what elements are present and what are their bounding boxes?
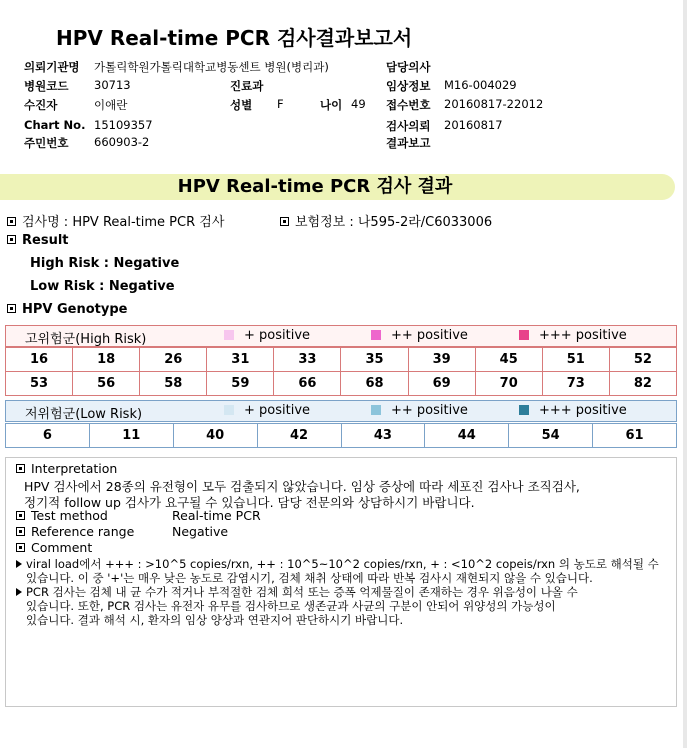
bullet-square-icon — [7, 217, 16, 226]
genotype-cell: 33 — [274, 348, 341, 372]
genotype-cell: 11 — [89, 424, 173, 448]
comment-2-line-2: 있습니다. 또한, PCR 검사는 유전자 유무를 검사하므로 생존균과 사균의 구분이 안되어 위양성의 가능성이 — [26, 599, 556, 613]
genotype-cell: 70 — [475, 372, 542, 396]
reference-range-value: Negative — [172, 524, 229, 539]
test-method-value: Real-time PCR — [172, 508, 261, 523]
result-heading — [7, 233, 69, 248]
doctor-label: 담당의사 — [386, 60, 431, 74]
patient-value: 이애란 — [94, 98, 128, 112]
bullet-square-icon — [16, 527, 25, 536]
genotype-cell: 45 — [475, 348, 542, 372]
report-title: HPV Real-time PCR 검사결과보고서 — [56, 26, 413, 50]
chart-no-label: Chart No. — [24, 118, 86, 132]
age-value: 49 — [351, 97, 366, 111]
high-risk-result: High Risk : Negative — [30, 256, 180, 271]
low-risk-label: 저위험군(Low Risk) — [25, 407, 143, 422]
test-method-line — [16, 508, 108, 523]
hospital-code-label: 병원코드 — [24, 79, 69, 93]
bullet-triangle-icon — [16, 560, 22, 568]
legend-swatch-icon — [519, 330, 529, 340]
result-heading-text: Result — [22, 233, 69, 248]
genotype-cell: 39 — [408, 348, 475, 372]
legend-swatch-icon — [519, 405, 529, 415]
patient-label: 수진자 — [24, 98, 58, 112]
genotype-cell: 59 — [207, 372, 274, 396]
genotype-heading-text: HPV Genotype — [22, 302, 128, 317]
genotype-cell: 58 — [140, 372, 207, 396]
genotype-cell: 61 — [593, 424, 677, 448]
high-risk-label: 고위험군(High Risk) — [25, 332, 147, 347]
comment-text: PCR 검사는 검체 내 균 수가 적거나 부적절한 검체 희석 또는 증폭 억제물질이 존재하는 경우 위음성이 나올 수 — [26, 585, 578, 599]
chart-no-value: 15109357 — [94, 118, 153, 132]
test-method-label: Test method — [31, 508, 108, 523]
legend-swatch-icon — [224, 330, 234, 340]
insurance-line — [280, 211, 492, 230]
genotype-cell: 18 — [73, 348, 140, 372]
bullet-square-icon — [16, 543, 25, 552]
genotype-cell: 6 — [6, 424, 90, 448]
genotype-cell: 82 — [609, 372, 676, 396]
high-risk-header — [5, 325, 677, 347]
genotype-cell: 68 — [341, 372, 408, 396]
interpretation-heading — [16, 461, 117, 476]
genotype-cell: 69 — [408, 372, 475, 396]
test-name-text: 검사명 : HPV Real-time PCR 검사 — [22, 215, 225, 230]
legend-text: +++ positive — [539, 328, 627, 343]
request-value: 20160817 — [444, 118, 503, 132]
legend-swatch-icon — [371, 330, 381, 340]
high-risk-genotype-table — [5, 347, 677, 396]
page-edge — [683, 0, 687, 748]
institution-value: 가톨릭학원가톨릭대학교병동센트 병원(병리과) — [94, 60, 329, 74]
lr-legend-plus3 — [519, 403, 627, 418]
genotype-cell: 35 — [341, 348, 408, 372]
hr-legend-plus2 — [371, 328, 468, 343]
low-risk-header — [5, 400, 677, 422]
genotype-cell: 26 — [140, 348, 207, 372]
bullet-triangle-icon — [16, 588, 22, 596]
hr-legend-plus3 — [519, 328, 627, 343]
test-name-line — [7, 211, 224, 230]
table-row — [6, 348, 677, 372]
resident-no-value: 660903-2 — [94, 135, 150, 149]
results-banner-title: HPV Real-time PCR 검사 결과 — [177, 176, 453, 197]
interpretation-line-1: HPV 검사에서 28종의 유전형이 모두 검출되지 않았습니다. 임상 증상에 따라 세포진 검사나 조직검사, — [24, 479, 580, 494]
hospital-code-value: 30713 — [94, 78, 131, 92]
clinical-info-value: M16-004029 — [444, 78, 517, 92]
table-row — [6, 372, 677, 396]
bullet-square-icon — [280, 217, 289, 226]
genotype-cell: 53 — [6, 372, 73, 396]
clinical-info-label: 임상정보 — [386, 79, 431, 93]
reference-range-line — [16, 524, 134, 539]
legend-swatch-icon — [224, 405, 234, 415]
lr-legend-plus2 — [371, 403, 468, 418]
bullet-square-icon — [16, 511, 25, 520]
genotype-cell: 42 — [257, 424, 341, 448]
age-label: 나이 — [320, 98, 343, 112]
resident-no-label: 주민번호 — [24, 136, 69, 150]
genotype-cell: 54 — [509, 424, 593, 448]
table-row — [6, 424, 677, 448]
result-report-label: 결과보고 — [386, 136, 431, 150]
genotype-cell: 66 — [274, 372, 341, 396]
institution-label: 의뢰기관명 — [24, 60, 80, 74]
genotype-cell: 31 — [207, 348, 274, 372]
legend-text: ++ positive — [391, 403, 468, 418]
reference-range-label: Reference range — [31, 524, 135, 539]
bullet-square-icon — [7, 304, 16, 313]
low-risk-result: Low Risk : Negative — [30, 279, 175, 294]
legend-text: ++ positive — [391, 328, 468, 343]
genotype-heading — [7, 302, 127, 317]
bullet-square-icon — [16, 464, 25, 473]
genotype-cell: 44 — [425, 424, 509, 448]
low-risk-genotype-table — [5, 423, 677, 448]
receipt-no-label: 접수번호 — [386, 98, 431, 112]
comment-text: viral load에서 +++ : >10^5 copies/rxn, ++ : 10^5~10^2 copies/rxn, + : <10^2 copeis/rxn 의 농도로 해석될 수 — [26, 557, 659, 571]
comment-2-line-3: 있습니다. 결과 해석 시, 환자의 임상 양상과 연관지어 판단하시기 바랍니다. — [26, 613, 404, 627]
legend-swatch-icon — [371, 405, 381, 415]
genotype-cell: 73 — [542, 372, 609, 396]
genotype-cell: 40 — [173, 424, 257, 448]
receipt-no-value: 20160817-22012 — [444, 97, 544, 111]
bullet-square-icon — [7, 235, 16, 244]
insurance-text: 보험정보 : 나595-2라/C6033006 — [295, 215, 493, 230]
genotype-cell: 56 — [73, 372, 140, 396]
legend-text: + positive — [244, 403, 311, 418]
comment-heading — [16, 540, 92, 555]
genotype-cell: 43 — [341, 424, 425, 448]
legend-text: + positive — [244, 328, 311, 343]
legend-text: +++ positive — [539, 403, 627, 418]
hr-legend-plus — [224, 328, 310, 343]
genotype-cell: 52 — [609, 348, 676, 372]
interpretation-heading-text: Interpretation — [31, 461, 118, 476]
comment-heading-text: Comment — [31, 540, 93, 555]
department-label: 진료과 — [230, 79, 264, 93]
genotype-cell: 51 — [542, 348, 609, 372]
genotype-cell: 16 — [6, 348, 73, 372]
sex-value: F — [277, 97, 284, 111]
request-label: 검사의뢰 — [386, 119, 431, 133]
interpretation-line-2: 정기적 follow up 검사가 요구될 수 있습니다. 담당 전문의와 상담하시기 바랍니다. — [24, 495, 475, 510]
lr-legend-plus — [224, 403, 310, 418]
sex-label: 성별 — [230, 98, 253, 112]
comment-1-line-2: 있습니다. 이 중 '+'는 매우 낮은 농도로 감염시기, 검체 채취 상태에 따라 반복 검사시 재현되지 않을 수 있습니다. — [26, 571, 593, 585]
